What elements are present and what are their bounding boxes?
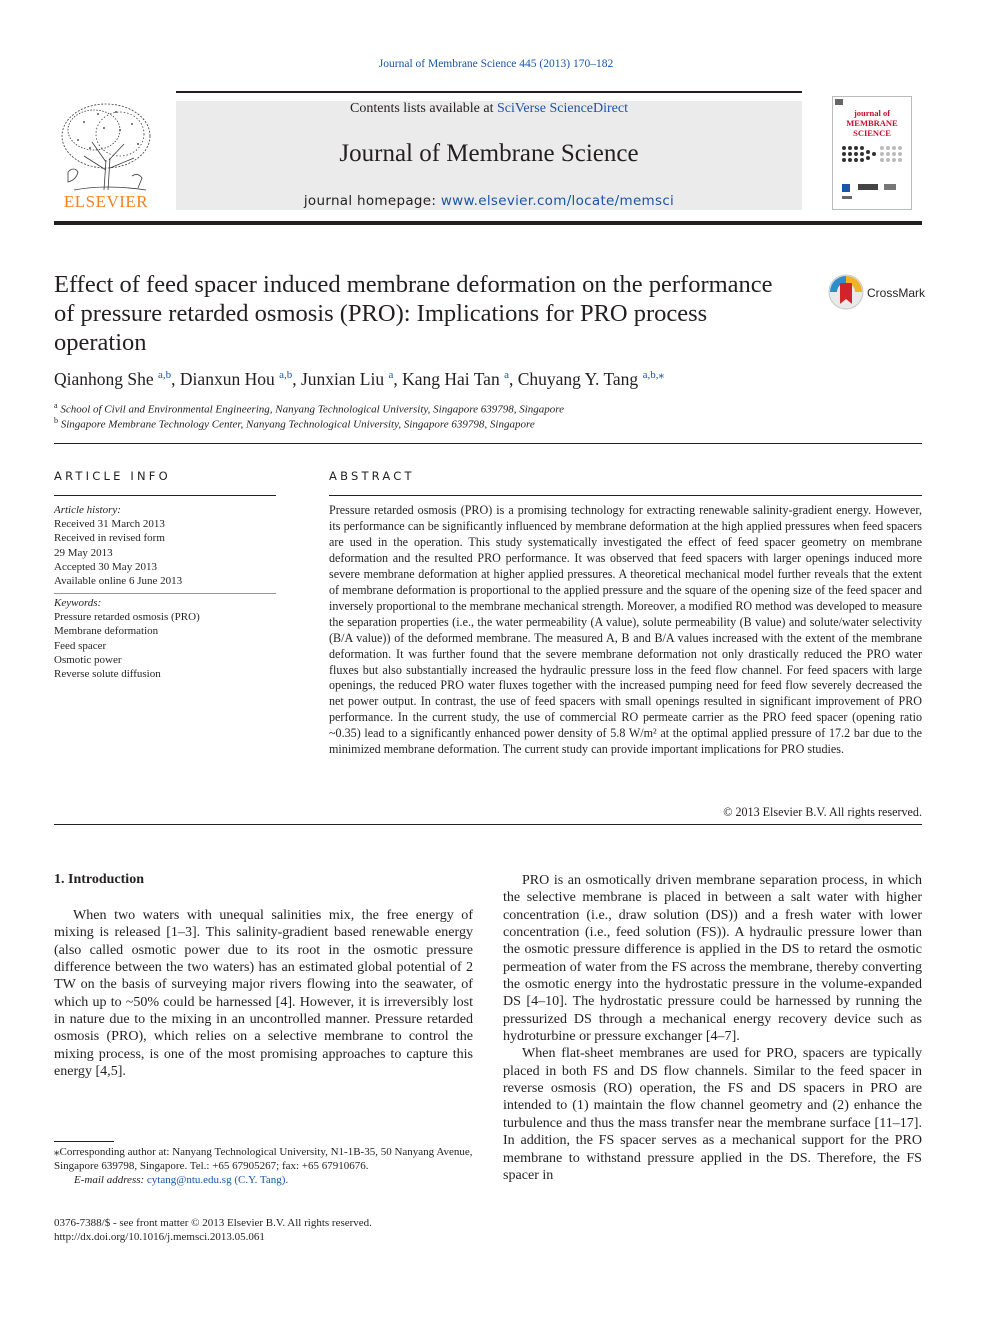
cover-title-line2: MEMBRANE xyxy=(846,118,898,128)
section-heading-introduction: 1. Introduction xyxy=(54,872,144,887)
keyword: Osmotic power xyxy=(54,653,122,666)
homepage-prefix: journal homepage: xyxy=(303,193,441,209)
abstract-text: Pressure retarded osmosis (PRO) is a promising technology for extracting renewable salinity-gradient energy. However, its performance can be significantly influenced by membrane deformation at the high applied pressures when feed spacers are used in the operation. This study systematically investigated the effect of feed spacer geometry on membrane deformation and the resulted PRO performance. It was observed that feed spacers with larger openings induced more severe membrane deformation at higher applied pressures. A theoretical mechanical model further reveals that the extent of membrane deformation is proportional to the applied pressure and the square of the opening size of the feed spacer and inversely proportional to the membrane mechanical strength. Moreover, a modified RO method was developed to measure the separation properties (i.e., the water permeability (A value), solute permeability (B value) and solute/water selectivity (B/A value)) of the deformed membrane. The measured A, B and B/A values increased with the extent of the membrane deformation. It was further found that the severe membrane deformation not only drastically reduced the PRO water fluxes but also substantially increased the hydraulic pressure loss in the feed flow channel. For feed spacers with large openings, the reduced PRO water fluxes together with the increased pumping need for feed flow severely decreased the net power output. In contrast, the use of feed spacers with small openings resulted in significant improvement of PRO performance. In the current study, the use of commercial RO permeate carrier as the PRO feed spacer (opening ratio ~0.35) lead to a significantly enhanced power density of 5.8 W/m² at the optimal applied pressure of 17.2 bar due to the minimized membrane deformation. The current study can provide important implications for PRO studies. xyxy=(329,503,922,757)
affiliation-key: a xyxy=(54,401,58,410)
affiliation-a xyxy=(54,401,564,416)
publisher-wordmark: ELSEVIER xyxy=(63,192,149,211)
author-liu[interactable] xyxy=(301,369,393,389)
article-title: Effect of feed spacer induced membrane deformation on the performance of pressure retarded osmosis (PRO): Implications for PRO process operation xyxy=(54,271,773,356)
author-name: Chuyang Y. Tang xyxy=(517,368,639,389)
cover-title-line3: SCIENCE xyxy=(853,128,891,138)
article-history xyxy=(54,503,276,588)
paragraph: When two waters with unequal salinities mix, the free energy of mixing is released [1–3]. This salinity-gradient based renewable energy (also called osmotic power due to its root in the osmotic pressure difference between the two waters) has an estimated global potential of 2 TW on the basis of surveying major rivers flowing into the seawater, of which up to ~50% could be harnessed [4]. However, it is irreversibly lost in nature due to the mixing in an uncontrolled manner. Pressure retarded osmosis (PRO), which relies on a selective membrane to control the mixing process, is one of the most promising approaches to capture this energy [4,5]. xyxy=(54,907,473,1080)
copyright-notice: © 2013 Elsevier B.V. All rights reserved. xyxy=(723,805,922,819)
doi-link[interactable]: http://dx.doi.org/10.1016/j.memsci.2013.05.061 xyxy=(54,1231,265,1244)
crossmark-badge[interactable] xyxy=(828,274,928,312)
contents-line xyxy=(176,101,802,117)
keywords-heading: Keywords: xyxy=(54,597,102,609)
divider xyxy=(54,593,276,594)
author-affiliation-marker[interactable]: a,b xyxy=(158,369,172,381)
issn-block xyxy=(54,1216,474,1244)
author-name: Kang Hai Tan xyxy=(402,368,500,389)
abstract-heading: ABSTRACT xyxy=(329,469,415,483)
history-line: Received in revised form xyxy=(54,532,165,545)
affiliation-text: School of Civil and Environmental Engineering, Nanyang Technological University, Singapore 639798, Singapore xyxy=(60,403,565,416)
body-column-right xyxy=(503,872,922,1184)
footnote-rule xyxy=(54,1141,114,1142)
divider xyxy=(329,495,922,496)
divider xyxy=(54,824,922,825)
author-affiliation-marker[interactable]: a xyxy=(504,369,509,381)
header-bottom-rule xyxy=(54,221,922,225)
journal-title: Journal of Membrane Science xyxy=(339,140,639,167)
keywords xyxy=(54,596,276,681)
crossmark-label: CrossMark xyxy=(867,286,926,300)
email-label: E-mail address: xyxy=(74,1174,147,1187)
author-affiliation-marker[interactable]: a,b,⁎ xyxy=(642,369,664,381)
sciencedirect-link[interactable]: SciVerse ScienceDirect xyxy=(496,101,628,116)
history-line: 29 May 2013 xyxy=(54,546,113,559)
keyword: Feed spacer xyxy=(54,639,107,652)
homepage-line xyxy=(176,193,802,209)
author-tang[interactable] xyxy=(518,369,664,389)
article-info-heading: ARTICLE INFO xyxy=(54,469,171,483)
divider xyxy=(54,495,276,496)
cover-title-line1: journal of xyxy=(853,108,891,118)
header-top-rule xyxy=(176,91,802,93)
affiliation-text: Singapore Membrane Technology Center, Nanyang Technological University, Singapore 639798, Singapore xyxy=(60,418,535,431)
author-name: Dianxun Hou xyxy=(179,368,275,389)
author-name: Qianhong She xyxy=(54,368,154,389)
body-column-left xyxy=(54,907,473,1080)
keyword: Reverse solute diffusion xyxy=(54,668,161,681)
journal-reference-link[interactable]: Journal of Membrane Science 445 (2013) 170–182 xyxy=(378,58,614,70)
affiliation-key: b xyxy=(54,416,58,425)
history-line: Accepted 30 May 2013 xyxy=(54,560,157,573)
history-line: Available online 6 June 2013 xyxy=(54,575,183,588)
paragraph: When flat-sheet membranes are used for PRO, spacers are typically placed in both FS and DS flow channels. Similar to the feed spacer in reverse osmosis (RO) operation, the FS and DS spacers in PRO are intended to (1) maintain the flow channel geometry and (2) enhance the turbulence and thus the mass transfer near the membrane surface [11–17]. In addition, the FS spacer serves as a mechanical support for the PRO membrane to withstand pressure applied in the DS. Therefore, the FS spacer in xyxy=(503,1045,922,1183)
homepage-link[interactable]: www.elsevier.com/locate/memsci xyxy=(440,193,675,209)
email-link[interactable]: cytang@ntu.edu.sg (C.Y. Tang). xyxy=(146,1174,289,1187)
corresponding-author: ⁎Corresponding author at: Nanyang Technological University, N1-1B-35, 50 Nanyang Avenue, Singapore 639798, Singapore. Tel.: +65 67905267; fax: +65 67910676. xyxy=(54,1146,473,1173)
author-affiliation-marker[interactable]: a,b xyxy=(279,369,293,381)
author-tan[interactable] xyxy=(402,369,509,389)
crossmark-icon xyxy=(828,274,864,310)
author-affiliation-marker[interactable]: a xyxy=(388,369,394,381)
author-hou[interactable] xyxy=(180,369,292,389)
email-line xyxy=(54,1173,474,1187)
issn-line: 0376-7388/$ - see front matter © 2013 Elsevier B.V. All rights reserved. xyxy=(54,1217,372,1229)
divider xyxy=(54,443,922,444)
contents-prefix: Contents lists available at xyxy=(350,101,497,116)
keyword: Pressure retarded osmosis (PRO) xyxy=(54,611,200,624)
author-she[interactable] xyxy=(54,369,171,389)
affiliation-b xyxy=(54,416,535,431)
history-line: Received 31 March 2013 xyxy=(54,518,165,531)
author-name: Junxian Liu xyxy=(300,368,385,389)
keyword: Membrane deformation xyxy=(54,625,159,638)
paragraph: PRO is an osmotically driven membrane separation process, in which the selective membrane is placed in between a salt water with higher concentration (i.e., draw solution (DS)) and a fresh water with lower concentration (i.e., feed solution (FS)). A hydraulic pressure lower than the osmotic pressure difference is applied in the DS to retard the osmotic permeation of water from the FS across the membrane, thereby converting the osmotic energy into the hydrostatic pressure in the volume-expanded DS [4–10]. The hydrostatic pressure could be harnessed by running the pressurized DS through a mechanical energy recovery device such as hydroturbine or pressure exchanger [4–7]. xyxy=(503,872,922,1045)
cover-title xyxy=(832,108,912,138)
history-heading: Article history: xyxy=(54,504,121,516)
corresponding-author-footnote xyxy=(54,1145,474,1188)
author-list: Qianhong She $^{a,b}$, Dianxun Hou $^{a,b}$, Junxian Liu $^a$, Kang Hai Tan $^a$, Chuyang Y. Tang $^{a,b,⁎}$ xyxy=(54,368,664,389)
